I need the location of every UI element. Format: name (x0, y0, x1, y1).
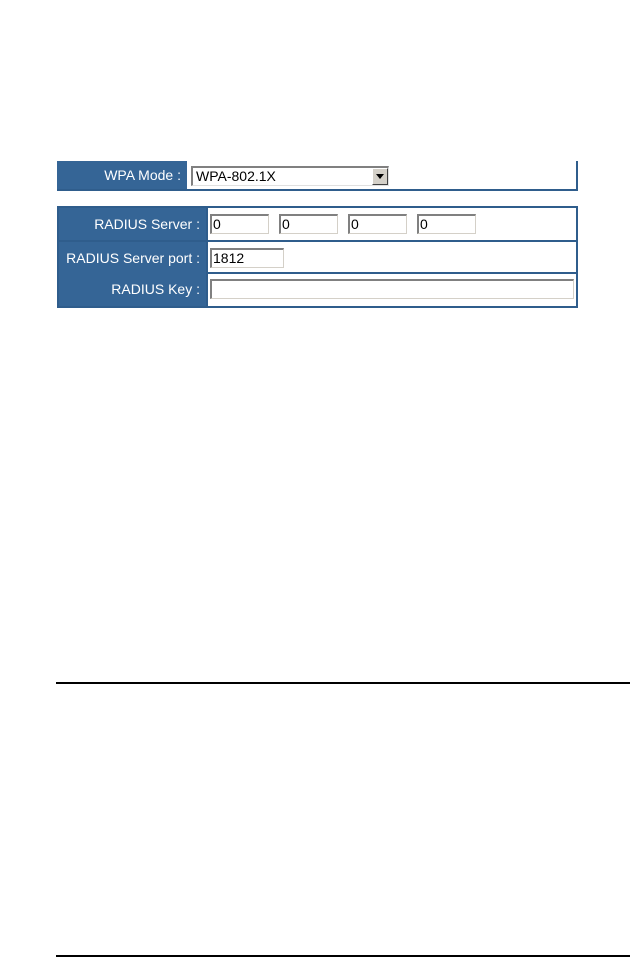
wpa-mode-select[interactable] (191, 166, 389, 186)
radius-server-ip-octet-2[interactable]: 0 (279, 214, 338, 234)
radius-server-port-input[interactable]: 1812 (210, 248, 284, 268)
wpa-mode-panel (57, 161, 578, 191)
radius-server-label: RADIUS Server : (59, 208, 206, 240)
horizontal-divider (56, 682, 630, 684)
wpa-mode-label: WPA Mode : (57, 161, 187, 189)
radius-server-row (59, 208, 576, 240)
radius-key-row (59, 274, 576, 306)
radius-server-ip-octet-1[interactable]: 0 (210, 214, 269, 234)
chevron-down-icon (376, 174, 384, 179)
dropdown-button[interactable] (372, 168, 388, 185)
radius-server-port-row (59, 242, 576, 274)
radius-server-ip-octet-4[interactable]: 0 (417, 214, 476, 234)
radius-server-ip-octet-3[interactable]: 0 (348, 214, 407, 234)
radius-server-port-label: RADIUS Server port : (59, 242, 206, 274)
radius-key-label: RADIUS Key : (59, 274, 206, 306)
horizontal-divider (56, 955, 630, 957)
wpa-mode-selected-value: WPA-802.1X (196, 168, 276, 184)
radius-key-input[interactable] (210, 279, 574, 299)
radius-settings-panel (57, 206, 578, 308)
